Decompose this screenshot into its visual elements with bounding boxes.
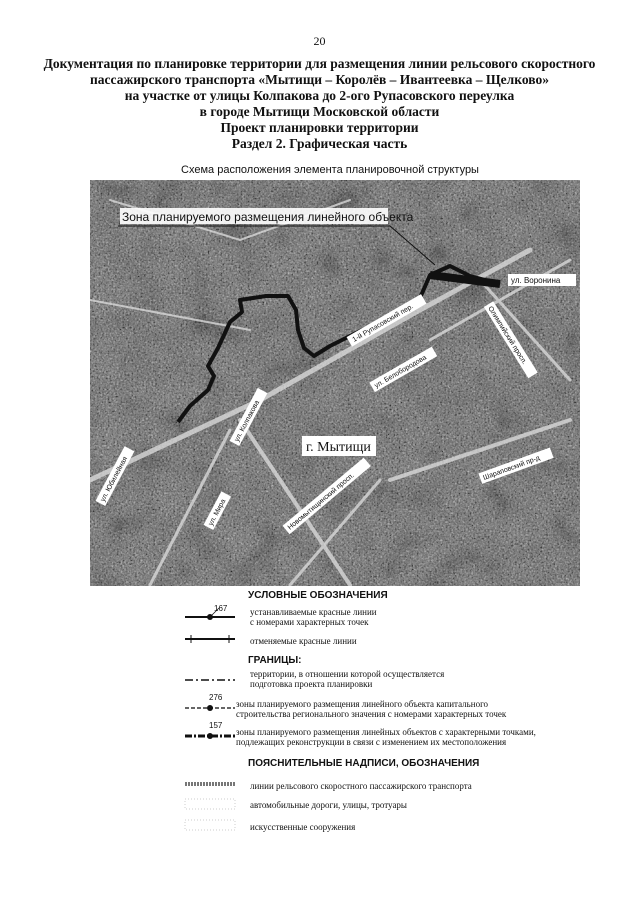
point-number: 167 [214,604,228,613]
legend-item-text: подготовка проекта планировки [250,679,373,689]
cancelled-red-line-symbol [185,634,235,644]
artificial-structures-symbol [185,818,235,832]
document-title [40,56,599,152]
title-line: в городе Мытищи Московской области [199,104,440,119]
title-line: пассажирского транспорта «Мытищи – Королёв – Ивантеевка – Щелково» [90,72,549,87]
page-number: 20 [313,34,326,48]
new-red-line-symbol [185,604,235,624]
street-label: ул. Белобородова [373,354,428,390]
legend-item-text: строительства регионального значения с номерами характерных точек [236,709,507,719]
legend-item [250,781,472,791]
legend-item-text: территории, в отношении которой осуществляется [250,669,445,679]
title-line: Раздел 2. Графическая часть [231,136,408,151]
legend-title: УСЛОВНЫЕ ОБОЗНАЧЕНИЯ [248,590,388,601]
legend-item-text: отменяемые красные линии [250,636,357,646]
rail-line-symbol [185,780,235,788]
city-label: г. Мытищи [306,440,371,455]
point-number: 276 [209,693,223,702]
legend-item [250,822,355,832]
title-line: Документация по планировке территории для размещения линии рельсового скоростного [43,56,596,71]
point-number: 157 [209,721,223,730]
zone-label: Зона планируемого размещения линейного объекта [122,210,414,224]
legend-item-text: устанавливаемые красные линии [250,607,377,617]
legend-item [250,636,357,646]
reconstruction-zone-border-symbol [185,720,235,742]
street-label: Олимпийский просп. [486,305,528,366]
borders-title: ГРАНИЦЫ: [248,655,302,666]
title-line: Проект планировки территории [220,120,419,135]
legend-item-text: зоны планируемого размещения линейных объектов с характерными точками, [236,727,536,737]
street-label: ул. Мира [207,498,228,527]
street-label: ул. Колпакова [233,399,262,443]
street-label: Новомытищинский просп. [286,472,356,532]
legend-item-text: зоны планируемого размещения линейного объекта капитального [236,699,489,709]
legend-item [236,699,506,719]
street-label: Шараповский пр-д [482,454,541,482]
legend-item-text: с номерами характерных точек [250,617,369,627]
legend-item-text: автомобильные дороги, улицы, тротуары [250,800,407,810]
legend-item-text: подлежащих реконструкции в связи с изменением их местоположения [236,737,507,747]
legend-item-text: искусственные сооружения [250,822,356,832]
roads-symbol [185,797,235,811]
legend-item [250,669,444,689]
notes-title: ПОЯСНИТЕЛЬНЫЕ НАДПИСИ, ОБОЗНАЧЕНИЯ [248,758,480,769]
legend-item-text: линии рельсового скоростного пассажирского транспорта [250,781,472,791]
legend-item [236,727,536,747]
title-line: на участке от улицы Колпакова до 2-ого Рупасовского переулка [124,88,515,103]
legend-item [250,800,407,810]
legend-item [250,607,377,627]
street-label: 1-й Рупасовский пер. [351,303,415,344]
planning-border-symbol [185,676,235,684]
street-label: ул. Юбилейная [99,455,130,503]
aerial-map [90,180,580,586]
street-label: ул. Воронина [511,276,561,285]
regional-zone-border-symbol [185,692,235,714]
map-caption: Схема расположения элемента планировочной структуры [181,164,479,176]
